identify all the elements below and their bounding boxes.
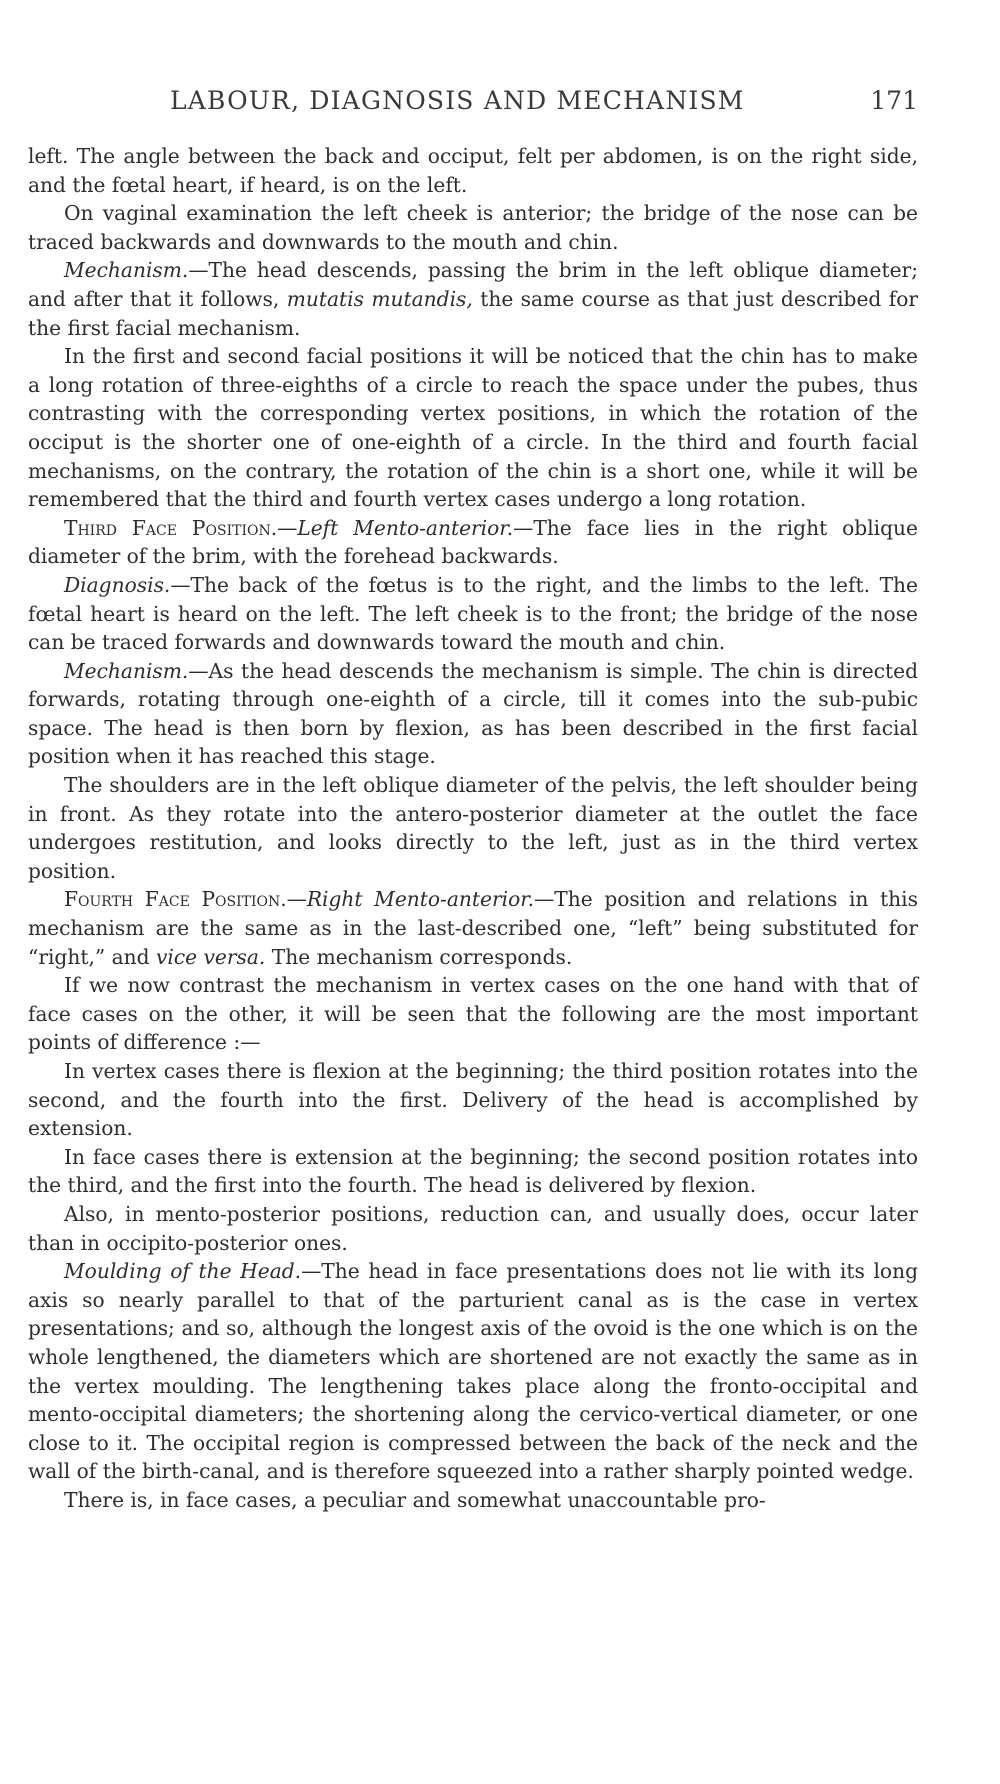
paragraph [28,971,918,1057]
italic-run: Left Mento-anterior. [297,515,514,540]
paragraph [28,199,918,256]
text-run: —The position and relations in this mechanism are the same as in the last-described one, “left” being substituted for “right,” and [28,887,918,969]
italic-run: Mechanism. [64,658,189,683]
italic-run: Moulding of the Head. [64,1259,302,1284]
page-number: 171 [870,86,918,115]
text-run: the same course as that just described for the first facial mechanism. [28,286,919,340]
paragraph [28,657,918,771]
paragraph [28,771,918,885]
paragraph [28,1257,918,1486]
text-run: On vaginal examination the left cheek is anterior; the bridge of the nose can be traced backwards and downwards to the mouth and chin. [28,201,918,254]
paragraph [28,514,918,571]
text-run: —The back of the fœtus is to the right, and the limbs to the left. The fœtal heart is heard on the left. The left cheek is to the front; the bridge of the nose can be traced forwards and downwards toward the mouth and chin. [28,572,918,655]
italic-run: vice versa. [156,944,266,969]
paragraph [28,1057,918,1143]
smallcaps-heading: Fourth Face Position. [64,887,287,912]
running-title: LABOUR, DIAGNOSIS AND MECHANISM [170,86,745,115]
paragraph [28,342,918,514]
text-run: — [277,515,298,540]
text-run: If we now contrast the mechanism in vertex cases on the one hand with that of face cases on the other, it will be seen that the following are the most important points of difference :— [28,973,918,1055]
text-run: —The head descends, passing the brim in the left oblique diameter; and after that it follows, [28,258,918,311]
paragraph [28,142,918,199]
text-run: In face cases there is extension at the beginning; the second position rotates into the third, and the first into the fourth. The head is delivered by flexion. [28,1144,918,1198]
body-text [28,142,918,1515]
italic-run: Mechanism. [64,258,189,283]
text-run: There is, in face cases, a peculiar and somewhat unaccountable pro- [64,1487,766,1512]
paragraph [28,885,918,971]
paragraph [28,571,918,657]
italic-run: Diagnosis. [64,572,171,597]
text-run: left. The angle between the back and occiput, felt per abdomen, is on the right side, and the fœtal heart, if heard, is on the left. [28,144,918,197]
text-run: The mechanism corresponds. [265,944,573,969]
text-run: Also, in mento-posterior positions, reduction can, and usually does, occur later than in occipito-posterior ones. [28,1201,918,1255]
paragraph [28,1486,918,1515]
text-run: —As the head descends the mechanism is simple. The chin is directed forwards, rotating through one-eighth of a circle, till it comes into the sub-pubic space. The head is then born by flexion, as has been described in the first facial position when it has reached this stage. [28,658,918,769]
text-run: In vertex cases there is flexion at the beginning; the third position rotates into the second, and the fourth into the first. Delivery of the head is accomplished by extension. [28,1059,918,1141]
text-run: —The head in face presentations does not lie with its long axis so nearly parallel to that of the parturient canal as is the case in vertex presentations; and so, although the longest axis of the ovoid is the one which is on the whole lengthened, the diameters which are shortened are not exactly the same as in the vertex moulding. The lengthening takes place along the fronto-occipital and mento-occipital diameters; the shortening along the cervico-vertical diameter, or one close to it. The occipital region is compressed between the back of the neck and the wall of the birth-canal, and is therefore squeezed into a rather sharply pointed wedge. [28,1259,918,1484]
paragraph [28,1143,918,1200]
text-run: The shoulders are in the left oblique diameter of the pelvis, the left shoulder being in front. As they rotate into the antero-posterior diameter at the outlet the face undergoes restitution, and looks directly to the left, just as in the third vertex position. [28,773,918,883]
text-run: In the first and second facial positions it will be noticed that the chin has to make a long rotation of three-eighths of a circle to reach the space under the pubes, thus contrasting with the corresponding vertex positions, in which the rotation of the occiput is the shorter one of one-eighth of a circle. In the third and fourth facial mechanisms, on the contrary, the rotation of the chin is a short one, while it will be remembered that the third and fourth vertex cases undergo a long rotation. [28,344,918,512]
paragraph [28,1200,918,1257]
text-run: —The face lies in the right oblique diameter of the brim, with the forehead backwards. [28,515,918,569]
running-head [28,86,918,126]
italic-run: mutatis mutandis, [286,286,473,311]
text-run: — [286,887,307,912]
smallcaps-heading: Third Face Position. [64,515,278,540]
italic-run: Right Mento-anterior. [306,887,535,912]
paragraph [28,256,918,342]
